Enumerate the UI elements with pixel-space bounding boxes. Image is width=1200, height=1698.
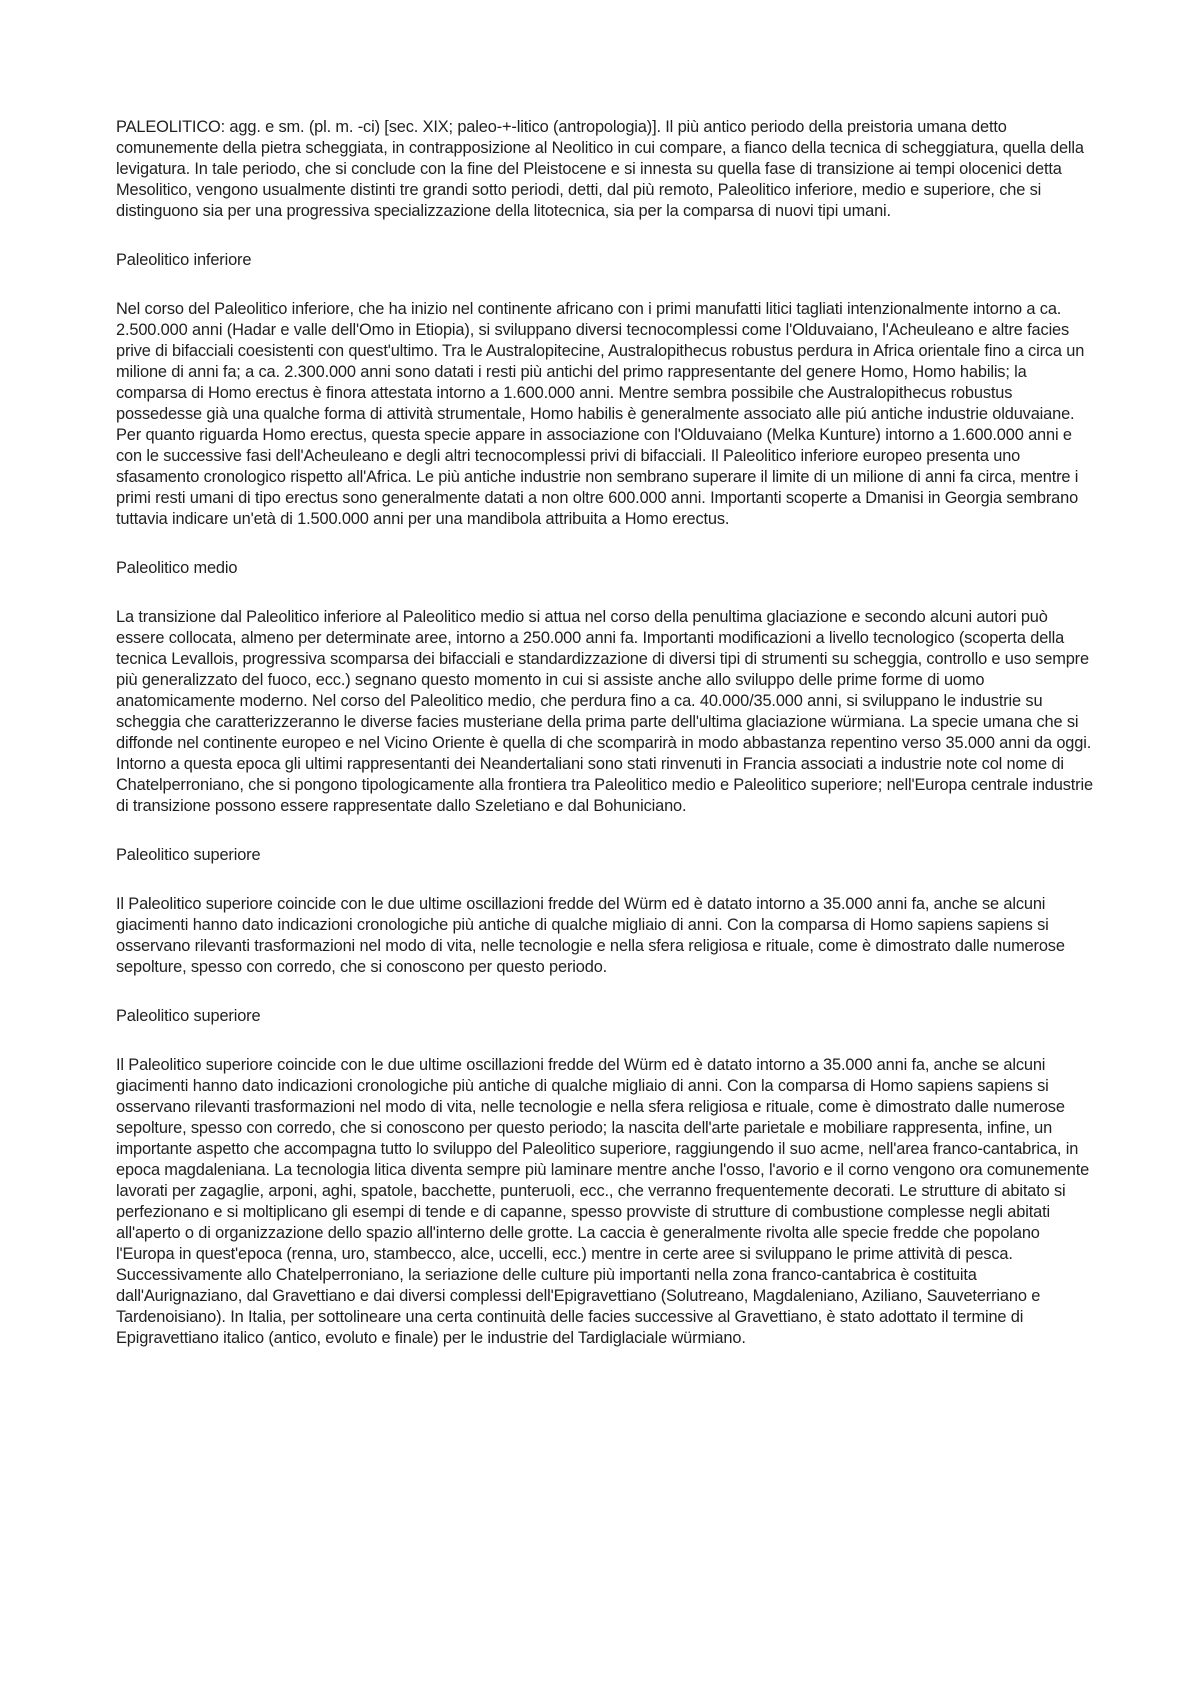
spacer — [116, 817, 1096, 845]
section-body-medio: La transizione dal Paleolitico inferiore al Paleolitico medio si attua nel corso della penultima glaciazione e secondo alcuni autori può essere collocata, almeno per determinate aree, intorno a 250.000 anni fa. Importanti modificazioni a livello tecnologico (scoperta della tecnica Levallois, progressiva scomparsa dei bifacciali e standardizzazione di diversi tipi di strumenti su scheggia, controllo e uso sempre più generalizzato del fuoco, ecc.) segnano questo momento in cui si assiste anche allo sviluppo delle prime forme di uomo anatomicamente moderno. Nel corso del Paleolitico medio, che perdura fino a ca. 40.000/35.000 anni, si sviluppano le industrie su scheggia che caratterizzeranno le diverse facies musteriane della prima parte dell'ultima glaciazione würmiana. La specie umana che si diffonde nel continente europeo e nel Vicino Oriente è quella di che scomparirà in modo abbastanza repentino verso 35.000 anni da oggi. Intorno a questa epoca gli ultimi rappresentanti dei Neandertaliani sono stati rinvenuti in Francia associati a industrie note col nome di Chatelperroniano, che si pongono tipologicamente alla frontiera tra Paleolitico medio e Paleolitico superiore; nell'Europa centrale industrie di transizione possono essere rappresentate dallo Szeletiano e dal Bohuniciano. — [116, 608, 1093, 815]
section-body-superiore-2: Il Paleolitico superiore coincide con le due ultime oscillazioni fredde del Würm ed è datato intorno a 35.000 anni fa, anche se alcuni giacimenti hanno dato indicazioni cronologiche più antiche di qualche migliaio di anni. Con la comparsa di Homo sapiens sapiens si osservano rilevanti trasformazioni nel modo di vita, nelle tecnologie e nella sfera religiosa e rituale, come è dimostrato dalle numerose sepolture, spesso con corredo, che si conoscono per questo periodo; la nascita dell'arte parietale e mobiliare rappresenta, infine, un importante aspetto che accompagna tutto lo sviluppo del Paleolitico superiore, raggiungendo il suo acme, nell'area franco-cantabrica, in epoca magdaleniana. La tecnologia litica diventa sempre più laminare mentre anche l'osso, l'avorio e il corno vengono ora comunemente lavorati per zagaglie, arponi, aghi, spatole, bacchette, punteruoli, ecc., che verranno frequentemente decorati. Le strutture di abitato si perfezionano e si moltiplicano gli esempi di tende e di capanne, spesso provviste di strutture di combustione complesse negli abitati all'aperto o di organizzazione dello spazio all'interno delle grotte. La caccia è generalmente rivolta alle specie fredde che popolano l'Europa in quest'epoca (renna, uro, stambecco, alce, uccelli, ecc.) mentre in certe aree si sviluppano le prime attività di pesca. Successivamente allo Chatelperroniano, la seriazione delle culture più importanti nella zona franco-cantabrica è costituita dall'Aurignaziano, dal Gravettiano e dai diversi complessi dell'Epigravettiano (Solutreano, Magdaleniano, Aziliano, Sauveterriano e Tardenoisiano). In Italia, per sottolineare una certa continuità delle facies successive al Gravettiano, è stato adottato il termine di Epigravettiano italico (antico, evoluto e finale) per le industrie del Tardiglaciale würmiano. — [116, 1056, 1090, 1347]
spacer — [116, 530, 1096, 558]
section-body-superiore-1: Il Paleolitico superiore coincide con le due ultime oscillazioni fredde del Würm ed è datato intorno a 35.000 anni fa, anche se alcuni giacimenti hanno dato indicazioni cronologiche più antiche di qualche migliaio di anni. Con la comparsa di Homo sapiens sapiens si osservano rilevanti trasformazioni nel modo di vita, nelle tecnologie e nella sfera religiosa e rituale, come è dimostrato dalle numerose sepolture, spesso con corredo, che si conoscono per questo periodo. — [116, 895, 1065, 976]
document-page — [116, 117, 1096, 1349]
spacer — [116, 866, 1096, 894]
spacer — [116, 222, 1096, 250]
spacer — [116, 978, 1096, 1006]
section-body-inferiore: Nel corso del Paleolitico inferiore, che ha inizio nel continente africano con i primi manufatti litici tagliati intenzionalmente intorno a ca. 2.500.000 anni (Hadar e valle dell'Omo in Etiopia), si sviluppano diversi tecnocomplessi come l'Olduvaiano, l'Acheuleano e altre facies prive di bifacciali coesistenti con quest'ultimo. Tra le Australopitecine, Australopithecus robustus perdura in Africa orientale fino a circa un milione di anni fa; a ca. 2.300.000 anni sono datati i resti più antichi del primo rappresentante del genere Homo, Homo habilis; la comparsa di Homo erectus è finora attestata intorno a 1.600.000 anni. Mentre sembra possibile che Australopithecus robustus possedesse già una qualche forma di attività strumentale, Homo habilis è generalmente associato alle piú antiche industrie olduvaiane. Per quanto riguarda Homo erectus, questa specie appare in associazione con l'Olduvaiano (Melka Kunture) intorno a 1.600.000 anni e con le successive fasi dell'Acheuleano e degli altri tecnocomplessi privi di bifacciali. Il Paleolitico inferiore europeo presenta uno sfasamento cronologico rispetto all'Africa. Le più antiche industrie non sembrano superare il limite di un milione di anni fa circa, mentre i primi resti umani di tipo erectus sono generalmente datati a non oltre 600.000 anni. Importanti scoperte a Dmanisi in Georgia sembrano tuttavia indicare un'età di 1.500.000 anni per una mandibola attribuita a Homo erectus. — [116, 300, 1085, 528]
section-heading-medio: Paleolitico medio — [116, 559, 238, 577]
section-heading-inferiore: Paleolitico inferiore — [116, 251, 252, 269]
section-heading-superiore-1: Paleolitico superiore — [116, 846, 261, 864]
section-heading-superiore-2: Paleolitico superiore — [116, 1007, 261, 1025]
spacer — [116, 1027, 1096, 1055]
intro-paragraph: PALEOLITICO: agg. e sm. (pl. m. -ci) [sec. XIX; paleo-+-litico (antropologia)]. Il più antico periodo della preistoria umana detto comunemente della pietra scheggiata, in contrapposizione al Neolitico in cui compare, a fianco della tecnica di scheggiatura, quella della levigatura. In tale periodo, che si conclude con la fine del Pleistocene e si innesta su quella fase di transizione ai tempi olocenici detta Mesolitico, vengono usualmente distinti tre grandi sotto periodi, detti, dal più remoto, Paleolitico inferiore, medio e superiore, che si distinguono sia per una progressiva specializzazione della litotecnica, sia per la comparsa di nuovi tipi umani. — [116, 118, 1084, 220]
spacer — [116, 271, 1096, 299]
spacer — [116, 579, 1096, 607]
